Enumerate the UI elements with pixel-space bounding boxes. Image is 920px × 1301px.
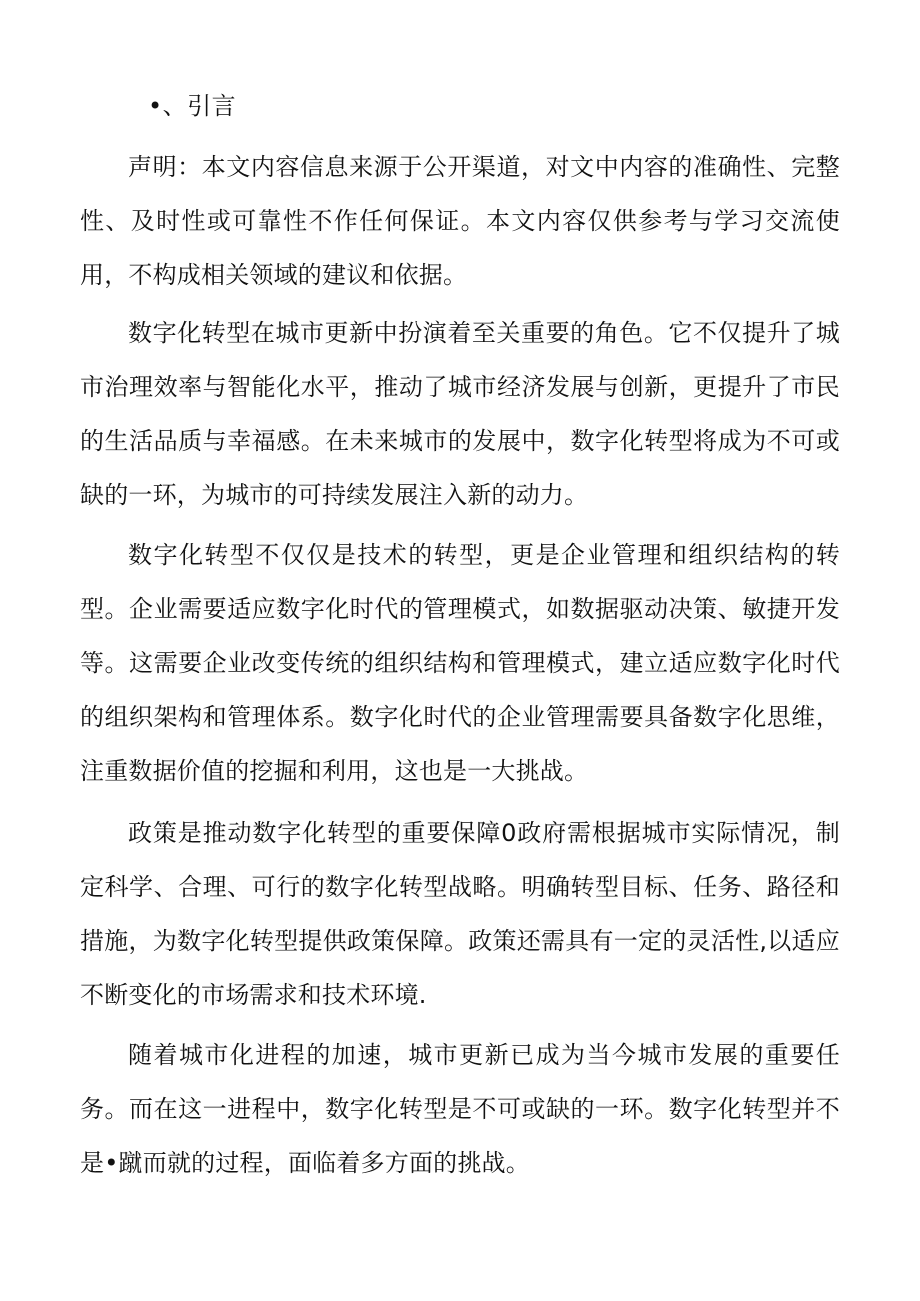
body-paragraph: 政策是推动数字化转型的重要保障0政府需根据城市实际情况，制定科学、合理、可行的数字化转型战略。明确转型目标、任务、路径和措施，为数字化转型提供政策保障。政策还需具有一定的灵活性,以适应不断变化的市场需求和技术环境. [80,819,840,1009]
body-paragraph: 数字化转型不仅仅是技术的转型，更是企业管理和组织结构的转型。企业需要适应数字化时代的管理模式，如数据驱动决策、敏捷开发等。这需要企业改变传统的组织结构和管理模式，建立适应数字化时代的组织架构和管理体系。数字化时代的企业管理需要具备数字化思维，注重数据价值的挖掘和利用，这也是一大挑战。 [80,541,840,785]
section-heading: •、引言 [148,92,237,120]
body-paragraph: 数字化转型在城市更新中扮演着至关重要的角色。它不仅提升了城市治理效率与智能化水平，推动了城市经济发展与创新，更提升了市民的生活品质与幸福感。在未来城市的发展中，数字化转型将成为不可或缺的一环，为城市的可持续发展注入新的动力。 [80,319,840,509]
body-paragraph: 随着城市化进程的加速，城市更新已成为当今城市发展的重要任务。而在这一进程中，数字化转型是不可或缺的一环。数字化转型并不是•蹴而就的过程，面临着多方面的挑战。 [80,1041,840,1177]
disclaimer-paragraph: 声明：本文内容信息来源于公开渠道，对文中内容的准确性、完整性、及时性或可靠性不作任何保证。本文内容仅供参考与学习交流使用，不构成相关领域的建议和依据。 [80,153,840,289]
